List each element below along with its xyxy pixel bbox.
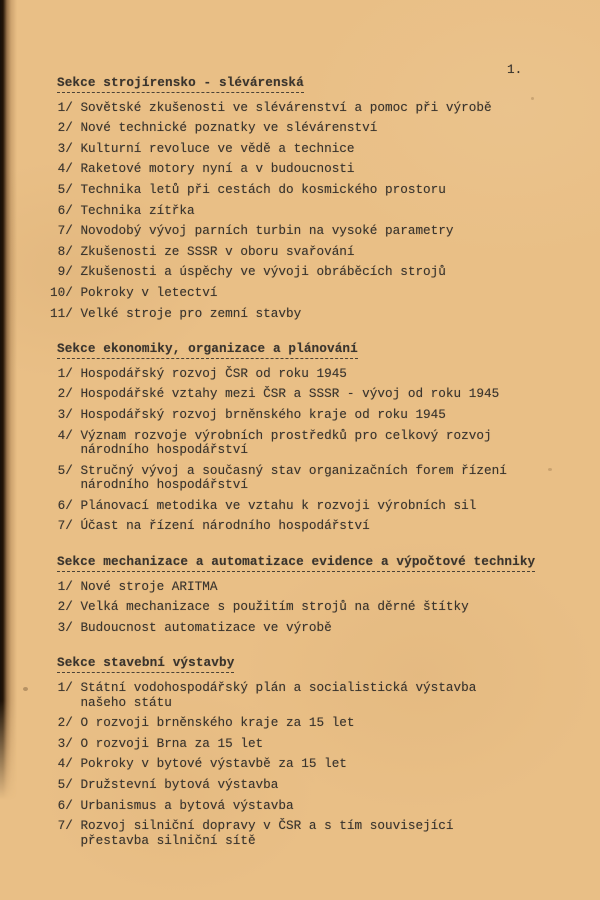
- toc-item: [50, 183, 555, 198]
- item-number: 2/: [57, 386, 73, 402]
- toc-item: [50, 737, 555, 752]
- toc-item: [50, 367, 555, 382]
- section: [50, 342, 555, 534]
- item-text: Plánovací metodika ve vztahu k rozvoji výrobních sil: [80, 497, 477, 513]
- item-number: 1/: [57, 365, 73, 381]
- item-text: Urbanismus a bytová výstavba: [80, 797, 294, 813]
- toc-item: [50, 121, 555, 136]
- item-number: 3/: [57, 140, 73, 156]
- toc-item: [50, 819, 555, 848]
- item-number: 1/: [57, 680, 73, 696]
- toc-item: [50, 464, 555, 493]
- item-text: Stručný vývoj a současný stav organizačních forem řízení národního hospodářství: [80, 462, 507, 493]
- item-number: 5/: [57, 777, 73, 792]
- item-text: Zkušenosti a úspěchy ve vývoji obráběcích strojů: [80, 264, 446, 280]
- item-number: 1/: [57, 578, 73, 594]
- item-number: 1/: [57, 99, 73, 115]
- section-title: [57, 342, 555, 357]
- toc-item: [50, 499, 555, 514]
- section-title-text: Sekce mechanizace a automatizace evidence a výpočtové techniky: [57, 554, 535, 572]
- section-title: [57, 555, 555, 570]
- section-title-text: Sekce stavební výstavby: [57, 655, 234, 673]
- item-text: Rozvoj silniční dopravy v ČSR a s tím související přestavba silniční sítě: [80, 818, 454, 848]
- item-text: Státní vodohospodářský plán a socialistická výstavba našeho státu: [80, 680, 477, 710]
- item-number: 3/: [57, 619, 73, 635]
- item-text: Kulturní revoluce ve vědě a technice: [80, 140, 355, 156]
- item-number: 2/: [57, 715, 73, 731]
- item-text: Nové technické poznatky ve slévárenství: [80, 120, 378, 136]
- item-text: Raketové motory nyní a v budoucnosti: [80, 161, 355, 177]
- item-text: Význam rozvoje výrobních prostředků pro celkový rozvoj národního hospodářství: [80, 427, 492, 458]
- item-text: Velké stroje pro zemní stavby: [80, 305, 302, 321]
- item-text: Družstevní bytová výstavba: [80, 777, 279, 792]
- item-number: 3/: [57, 735, 73, 751]
- toc-item: [50, 307, 555, 322]
- toc-item: [50, 265, 555, 280]
- item-number: 4/: [57, 427, 73, 443]
- item-number: 8/: [57, 243, 73, 259]
- item-number: 4/: [57, 161, 73, 177]
- section: [50, 76, 555, 321]
- item-number: 7/: [57, 518, 73, 534]
- item-number: 11/: [50, 305, 73, 321]
- toc-item: [50, 162, 555, 177]
- item-text: Technika letů při cestách do kosmického prostoru: [80, 181, 446, 197]
- page-edge-shadow: [0, 0, 18, 805]
- toc-item: [50, 799, 555, 814]
- item-number: 4/: [57, 756, 73, 772]
- toc-item: [50, 621, 555, 636]
- toc-item: [50, 716, 555, 731]
- item-text: Novodobý vývoj parních turbin na vysoké parametry: [80, 223, 454, 239]
- item-number: 2/: [57, 120, 73, 136]
- item-number: 2/: [57, 599, 73, 615]
- section-title: [57, 76, 555, 91]
- item-number: 10/: [50, 284, 73, 300]
- item-text: Nové stroje ARITMA: [80, 578, 218, 594]
- item-text: Technika zítřka: [80, 202, 195, 218]
- toc-item: [50, 600, 555, 615]
- item-text: Hospodářské vztahy mezi ČSR a SSSR - vývoj od roku 1945: [80, 386, 500, 402]
- item-text: Sovětské zkušenosti ve slévárenství a pomoc při výrobě: [80, 99, 492, 115]
- item-text: Velká mechanizace s použitím strojů na děrné štítky: [80, 599, 469, 615]
- item-text: Hospodářský rozvoj ČSR od roku 1945: [80, 365, 347, 381]
- toc-item: [50, 519, 555, 534]
- toc-item: [50, 387, 555, 402]
- item-text: Pokroky v bytové výstavbě za 15 let: [80, 756, 347, 772]
- toc-item: [50, 681, 555, 710]
- item-number: 7/: [57, 818, 73, 834]
- toc-item: [50, 778, 555, 793]
- toc-item: [50, 224, 555, 239]
- toc-item: [50, 286, 555, 301]
- toc-item: [50, 204, 555, 219]
- item-text: Budoucnost automatizace ve výrobě: [80, 619, 332, 635]
- item-text: O rozvoji Brna za 15 let: [80, 735, 264, 751]
- section: [50, 656, 555, 848]
- item-number: 6/: [57, 797, 73, 813]
- toc-item: [50, 757, 555, 772]
- toc-item: [50, 245, 555, 260]
- section-title-text: Sekce ekonomiky, organizace a plánování: [57, 341, 358, 359]
- toc-item: [50, 429, 555, 458]
- toc-item: [50, 101, 555, 116]
- item-number: 6/: [57, 202, 73, 218]
- page-number: 1.: [507, 62, 523, 77]
- item-text: Účast na řízení národního hospodářství: [80, 518, 370, 534]
- item-text: Hospodářský rozvoj brněnského kraje od roku 1945: [80, 406, 446, 422]
- toc-content: [50, 76, 555, 854]
- item-number: 5/: [57, 181, 73, 197]
- section: [50, 555, 555, 635]
- item-number: 6/: [57, 497, 73, 513]
- item-text: Zkušenosti ze SSSR v oboru svařování: [80, 243, 355, 259]
- item-number: 3/: [57, 406, 73, 422]
- section-title: [57, 656, 555, 671]
- section-title-text: Sekce strojírensko - slévárenská: [57, 75, 304, 93]
- toc-item: [50, 408, 555, 423]
- item-number: 5/: [57, 462, 73, 478]
- item-text: O rozvoji brněnského kraje za 15 let: [80, 715, 355, 731]
- toc-item: [50, 142, 555, 157]
- paper-speck: [23, 687, 28, 691]
- item-number: 9/: [57, 264, 73, 280]
- toc-item: [50, 580, 555, 595]
- item-number: 7/: [57, 223, 73, 239]
- item-text: Pokroky v letectví: [80, 284, 218, 300]
